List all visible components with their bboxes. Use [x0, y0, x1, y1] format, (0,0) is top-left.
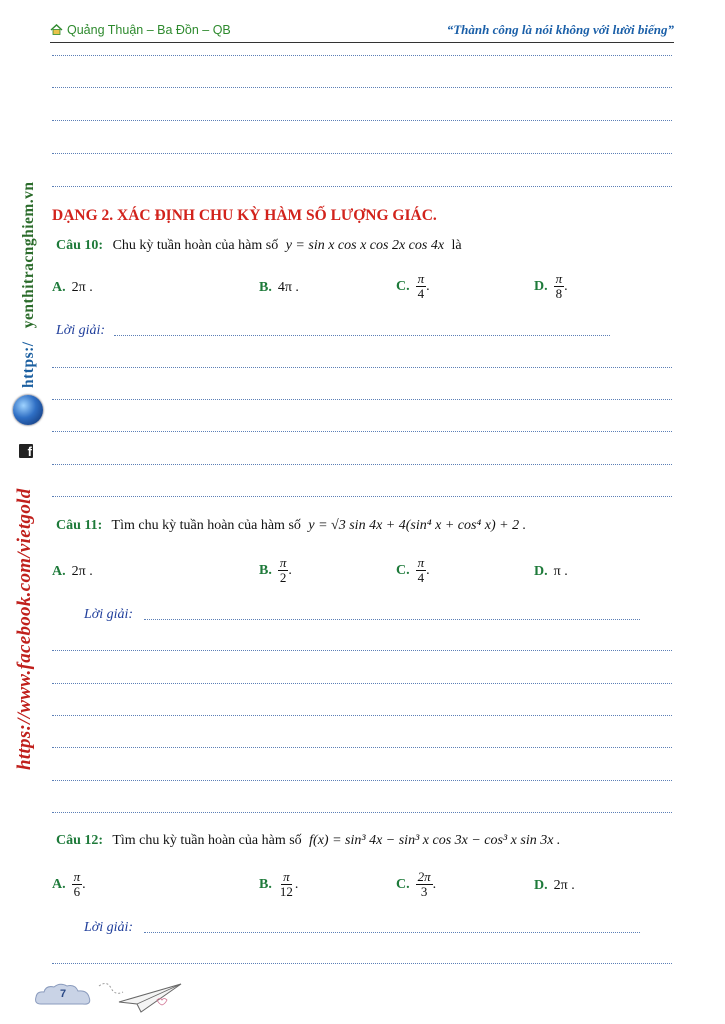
option-label: A.: [52, 876, 66, 892]
fraction-denominator: 2: [279, 570, 287, 585]
answer-line: [52, 120, 672, 121]
option-b[interactable]: [259, 280, 299, 296]
fraction-numerator: 2π: [417, 869, 431, 884]
option-c[interactable]: [396, 870, 436, 899]
fraction-denominator: 4: [417, 286, 425, 301]
option-value: 2π .: [71, 564, 93, 579]
sidebar-website[interactable]: [18, 160, 42, 390]
option-label: B.: [259, 562, 272, 578]
option-d[interactable]: [534, 878, 575, 894]
fraction-denominator: 4: [417, 570, 425, 585]
option-d[interactable]: [534, 564, 568, 580]
option-label: B.: [259, 280, 272, 295]
answer-line: [52, 431, 672, 432]
option-label: A.: [52, 280, 66, 295]
solution-label: Lời giải:: [84, 920, 134, 935]
paper-plane-icon: [97, 978, 185, 1018]
fraction-numerator: π: [283, 869, 290, 884]
option-b[interactable]: [259, 556, 292, 585]
question-12: [56, 833, 564, 849]
question-10: [56, 238, 462, 254]
fraction-numerator: π: [417, 555, 425, 570]
option-fraction: [278, 556, 289, 585]
option-end: .: [294, 876, 299, 892]
option-label: D.: [534, 878, 548, 893]
option-a[interactable]: [52, 870, 86, 899]
section-title: DẠNG 2. XÁC ĐỊNH CHU KỲ HÀM SỐ LƯỢNG GIÁC.: [52, 207, 437, 224]
option-fraction: [554, 272, 565, 301]
question-label: Câu 12:: [56, 833, 104, 848]
page-header: [50, 20, 674, 43]
answer-line: [52, 683, 672, 684]
question-text: Tìm chu kỳ tuần hoàn của hàm số: [111, 518, 301, 533]
option-fraction: [72, 870, 83, 899]
question-formula: y = sin x cos x cos 2x cos 4x: [285, 238, 445, 253]
header-motto: “Thành công là nói không với lười biếng”: [446, 22, 674, 37]
fraction-denominator: 12: [279, 884, 293, 899]
sidebar-facebook-link[interactable]: [12, 488, 40, 770]
solution-line: [114, 335, 610, 336]
question-label: Câu 10:: [56, 238, 104, 253]
sidebar-website-text: [20, 181, 38, 388]
option-end: .: [288, 562, 292, 578]
option-label: D.: [534, 564, 548, 579]
question-text: Chu kỳ tuần hoàn của hàm số: [112, 238, 279, 253]
option-c[interactable]: [396, 272, 430, 301]
option-fraction: [416, 272, 427, 301]
fraction-numerator: π: [555, 271, 563, 286]
option-fraction: [416, 556, 427, 585]
option-fraction: [278, 870, 295, 899]
facebook-icon[interactable]: f: [19, 444, 33, 458]
option-end: .: [426, 562, 430, 578]
question-formula: y = √3 sin 4x + 4(sin⁴ x + cos⁴ x) + 2 .: [308, 518, 527, 533]
sidebar-url-prefix: https:/: [20, 341, 37, 388]
answer-line: [52, 399, 672, 400]
header-location-text: Quảng Thuận – Ba Đồn – QB: [67, 23, 231, 37]
fraction-denominator: 6: [73, 884, 81, 899]
option-label: C.: [396, 876, 410, 892]
solution-label: Lời giải:: [84, 607, 134, 622]
answer-line: [52, 812, 672, 813]
answer-line: [52, 496, 672, 497]
option-fraction: [416, 870, 433, 899]
fraction-numerator: π: [73, 869, 81, 884]
option-end: .: [82, 876, 86, 892]
fraction-numerator: π: [279, 555, 287, 570]
option-b[interactable]: [259, 870, 298, 899]
header-location: [50, 23, 231, 37]
sidebar-url-site: yenthitracnghiem.vn: [20, 181, 37, 329]
answer-line: [52, 780, 672, 781]
option-c[interactable]: [396, 556, 430, 585]
question-label: Câu 11:: [56, 518, 103, 533]
question-suffix: là: [451, 238, 462, 253]
answer-line: [52, 367, 672, 368]
solution-label: Lời giải:: [56, 323, 106, 338]
option-d[interactable]: [534, 272, 568, 301]
option-value: 2π .: [71, 280, 93, 295]
fraction-denominator: 8: [555, 286, 563, 301]
home-icon: [50, 24, 63, 35]
answer-line: [52, 650, 672, 651]
option-end: .: [432, 876, 437, 892]
question-text: Tìm chu kỳ tuần hoàn của hàm số: [112, 833, 302, 848]
solution-line: [144, 619, 640, 620]
answer-line: [52, 55, 672, 56]
option-label: C.: [396, 562, 410, 578]
answer-line: [52, 87, 672, 88]
answer-line: [52, 464, 672, 465]
page-number-cloud: [33, 982, 93, 1008]
question-11: [56, 518, 530, 534]
option-label: C.: [396, 278, 410, 294]
answer-line: [52, 747, 672, 748]
fraction-numerator: π: [417, 271, 425, 286]
option-label: D.: [534, 278, 548, 294]
option-value: 2π .: [553, 878, 575, 893]
fraction-denominator: 3: [420, 884, 428, 899]
answer-line: [52, 715, 672, 716]
question-formula: f(x) = sin³ 4x − sin³ x cos 3x − cos³ x sin 3x .: [309, 833, 561, 848]
option-a[interactable]: [52, 564, 93, 580]
sidebar-facebook-text: https://www.facebook.com/vietgold: [14, 488, 35, 770]
option-end: .: [564, 278, 568, 294]
option-end: .: [426, 278, 430, 294]
answer-line: [52, 186, 672, 187]
globe-icon: [13, 395, 43, 425]
option-value: π .: [553, 564, 568, 579]
answer-line: [52, 963, 672, 964]
option-value: 4π .: [277, 280, 299, 295]
option-a[interactable]: [52, 280, 93, 296]
solution-line: [144, 932, 640, 933]
page-number: 7: [59, 988, 67, 1000]
option-label: A.: [52, 564, 66, 579]
answer-line: [52, 153, 672, 154]
option-label: B.: [259, 876, 272, 892]
